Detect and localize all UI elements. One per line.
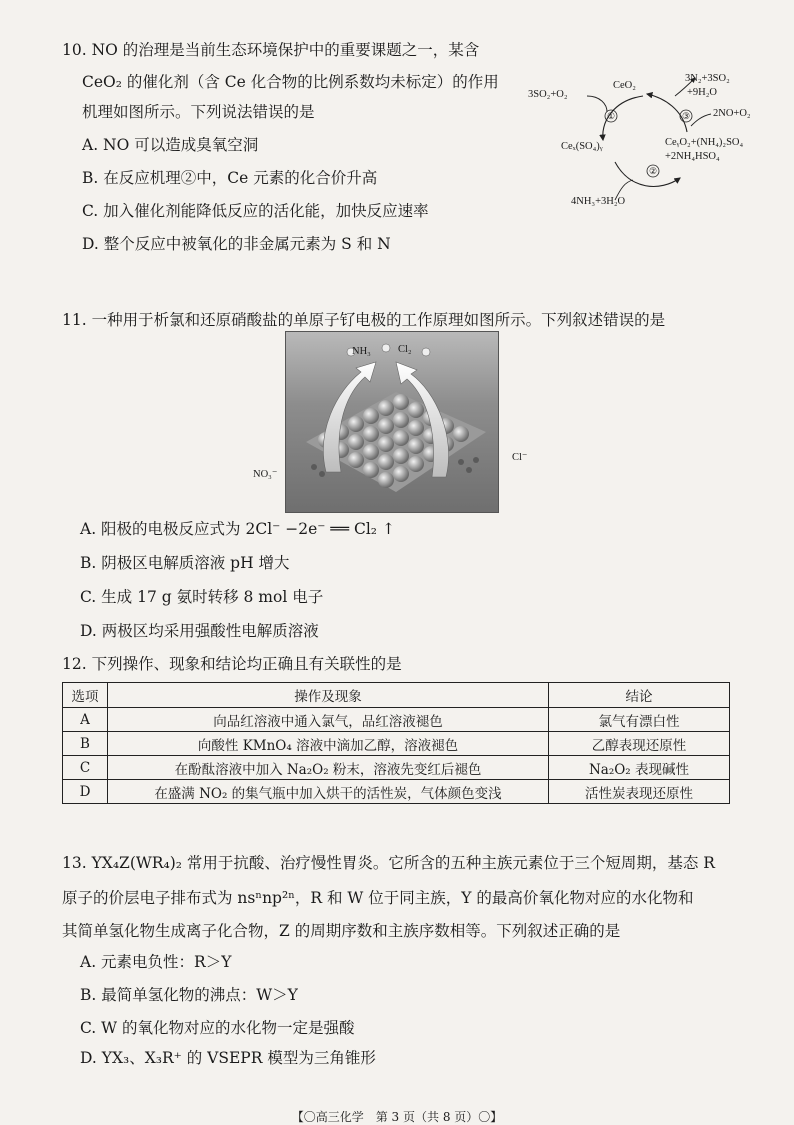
fig-label-cl2: Cl₂: [398, 344, 412, 355]
q11-option-a: A. 阳极的电极反应式为 2Cl⁻ −2e⁻ ══ Cl₂ ↑: [80, 520, 395, 538]
q13-option-a: A. 元素电负性：R＞Y: [80, 953, 232, 971]
label-ce-sulfate: Ceₓ(SO₄)ᵧ: [561, 141, 603, 152]
q11-stem: 11. 一种用于析氯和还原硝酸盐的单原子钌电极的工作原理如图所示。下列叙述错误的是: [62, 311, 666, 329]
fig-label-nh3: NH₃: [352, 346, 371, 357]
q13-stem-line2: 原子的价层电子排布式为 nsⁿnp²ⁿ，R 和 W 位于同主族，Y 的最高价氧化物对应的水化物和: [62, 889, 694, 907]
row-conclusion: 活性炭表现还原性: [549, 780, 730, 804]
q13-option-d: D. YX₃、X₃R⁺ 的 VSEPR 模型为三角锥形: [80, 1049, 376, 1067]
row-option: D: [63, 780, 108, 804]
table-row: [63, 756, 730, 780]
fig-label-chloride: Cl⁻: [512, 452, 528, 463]
row-option: A: [63, 708, 108, 732]
label-so2-o2: 3SO₂+O₂: [528, 89, 568, 100]
q13-stem-line3: 其简单氢化物生成离子化合物，Z 的周期序数和主族序数相等。下列叙述正确的是: [62, 922, 621, 940]
q10-option-b: B. 在反应机理②中，Ce 元素的化合价升高: [82, 169, 378, 187]
q10-stem-line2: CeO₂ 的催化剂（含 Ce 化合物的比例系数均未标定）的作用: [82, 73, 499, 91]
page-footer: 【〇高三化学 第 3 页（共 8 页）〇】: [291, 1110, 503, 1124]
row-option: B: [63, 732, 108, 756]
q10-stem-line3: 机理如图所示。下列说法错误的是: [82, 103, 315, 121]
label-step-1: ①: [607, 111, 616, 121]
row-conclusion: Na₂O₂ 表现碱性: [549, 756, 730, 780]
label-no-o2: 2NO+O₂: [713, 108, 751, 119]
table-row: [63, 780, 730, 804]
row-conclusion: 乙醇表现还原性: [549, 732, 730, 756]
label-h2o: +9H₂O: [687, 87, 717, 98]
row-operation: 向品红溶液中通入氯气，品红溶液褪色: [108, 708, 549, 732]
fig-label-nitrate: NO₃⁻: [253, 469, 278, 480]
label-ceo2: CeO₂: [613, 80, 636, 91]
q10-mechanism-diagram: [525, 70, 787, 215]
label-n2-so2: 3N₂+3SO₂: [685, 73, 730, 84]
label-ammonium-bisulfate: +2NH₄HSO₄: [665, 151, 720, 162]
q10-option-d: D. 整个反应中被氧化的非金属元素为 S 和 N: [82, 235, 391, 253]
row-operation: 在酚酞溶液中加入 Na₂O₂ 粉末，溶液先变红后褪色: [108, 756, 549, 780]
q13-option-b: B. 最简单氢化物的沸点：W＞Y: [80, 986, 298, 1004]
q10-option-a: A. NO 可以造成臭氧空洞: [82, 136, 259, 154]
q10-stem-line1: 10. NO 的治理是当前生态环境保护中的重要课题之一，某含: [62, 41, 480, 59]
table-row: [63, 708, 730, 732]
q10-option-c: C. 加入催化剂能降低反应的活化能，加快反应速率: [82, 202, 429, 220]
q13-option-c: C. W 的氧化物对应的水化物一定是强酸: [80, 1019, 355, 1037]
label-step-3: ③: [682, 111, 691, 121]
table-row: [63, 732, 730, 756]
q11-option-d: D. 两极区均采用强酸性电解质溶液: [80, 622, 319, 640]
q11-option-c: C. 生成 17 g 氨时转移 8 mol 电子: [80, 588, 324, 606]
q11-electrode-figure: [285, 331, 499, 513]
header-operation: 操作及现象: [108, 683, 549, 708]
header-conclusion: 结论: [549, 683, 730, 708]
q12-table: [62, 682, 730, 804]
q12-stem: 12. 下列操作、现象和结论均正确且有关联性的是: [62, 655, 402, 673]
label-step-2: ②: [649, 166, 658, 176]
electrode-illustration: [286, 332, 498, 512]
label-ce-oxide-ammonium-sulfate: CeᵧO₂+(NH₄)₂SO₄: [665, 137, 744, 148]
table-header-row: [63, 683, 730, 708]
row-operation: 在盛满 NO₂ 的集气瓶中加入烘干的活性炭，气体颜色变浅: [108, 780, 549, 804]
label-nh3-h2o: 4NH₃+3H₂O: [571, 196, 626, 207]
q11-option-b: B. 阴极区电解质溶液 pH 增大: [80, 554, 290, 572]
row-conclusion: 氯气有漂白性: [549, 708, 730, 732]
q13-stem-line1: 13. YX₄Z(WR₄)₂ 常用于抗酸、治疗慢性胃炎。它所含的五种主族元素位于三个短周期，基态 R: [62, 854, 715, 872]
row-option: C: [63, 756, 108, 780]
header-option: 选项: [63, 683, 108, 708]
row-operation: 向酸性 KMnO₄ 溶液中滴加乙醇，溶液褪色: [108, 732, 549, 756]
